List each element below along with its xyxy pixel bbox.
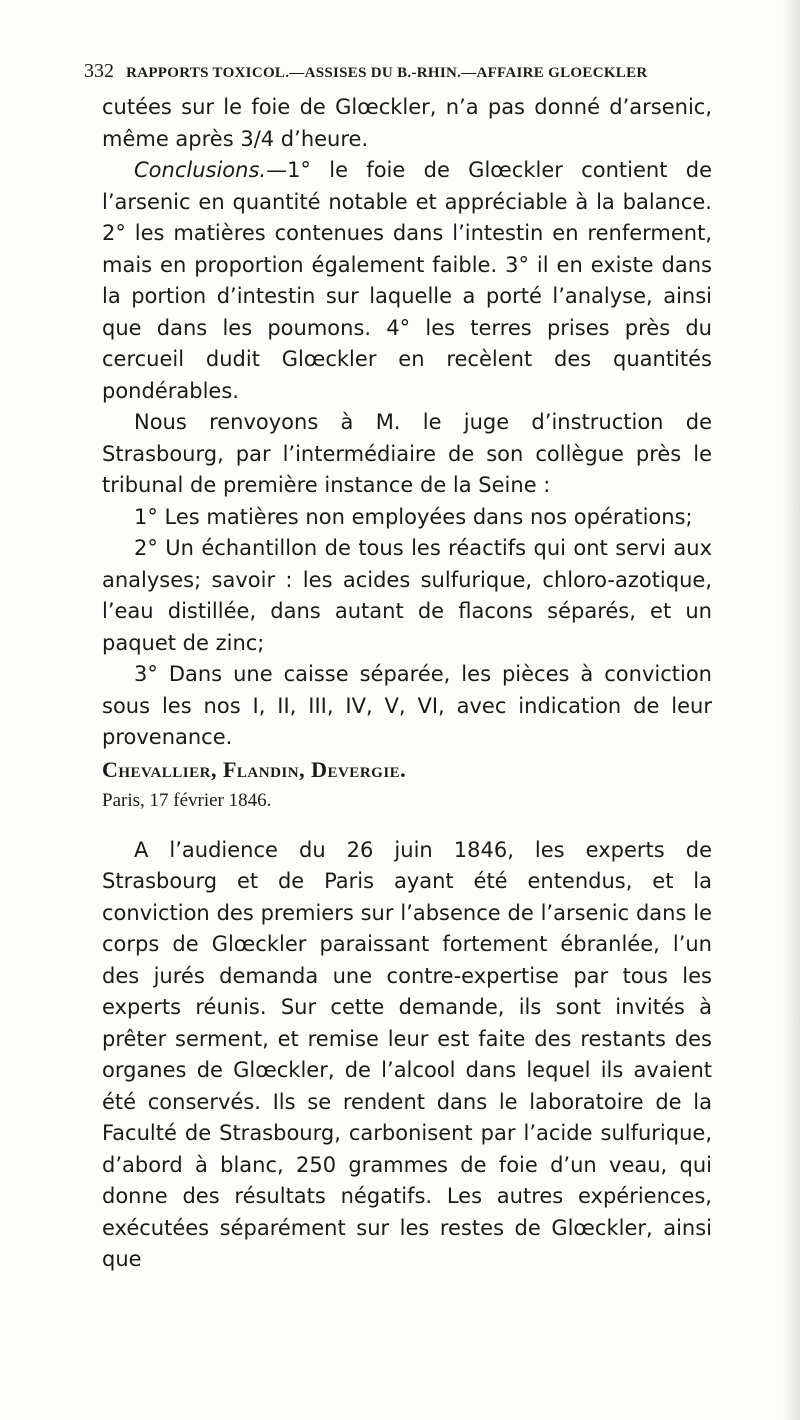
list-item-2: 2° Un échantillon de tous les réactifs qui ont servi aux analyses; savoir : les acides sulfurique, chloro-azotique, l’eau distillée, dans autant de flacons séparés, et un paquet de zinc; (102, 536, 712, 655)
body-text (102, 92, 712, 1276)
paragraph-continuation: cutées sur le foie de Glœckler, n’a pas donné d’arsenic, même après 3/4 d’heure. (102, 95, 712, 151)
list-item-1: 1° Les matières non employées dans nos opérations; (134, 504, 693, 529)
signatures: Chevallier, Flandin, Devergie. (102, 756, 407, 782)
running-header (84, 60, 724, 83)
dateline: Paris, 17 février 1846. (102, 790, 272, 811)
conclusions-text: —1° le foie de Glœckler contient de l’arsenic en quantité notable et appréciable à la balance. 2° les matières contenues dans l’intestin en renferment, mais en proportion également faible. 3° il en existe dans la portion d’intestin sur laquelle a porté l’analyse, ainsi que dans les poumons. 4° les terres prises près du cercueil dudit Glœckler en recèlent des quantités pondérables. (102, 158, 712, 403)
paragraph-renvoi: Nous renvoyons à M. le juge d’instruction de Strasbourg, par l’intermédiaire de son collègue près le tribunal de première instance de la Seine : (102, 410, 712, 497)
section-gap (102, 817, 712, 835)
list-item-3: 3° Dans une caisse séparée, les pièces à conviction sous les nos I, II, III, IV, V, VI, avec indication de leur provenance. (102, 662, 712, 749)
paragraph-conclusions (102, 155, 712, 407)
page-number: 332 (84, 60, 114, 82)
conclusions-label: Conclusions. (134, 158, 267, 182)
page-edge-shadow (782, 0, 800, 1420)
paragraph-audience: A l’audience du 26 juin 1846, les experts de Strasbourg et de Paris ayant été entendus, et la conviction des premiers sur l’absence de l’arsenic dans le corps de Glœckler paraissant fortement ébranlée, l’un des jurés demanda une contre-expertise par tous les experts réunis. Sur cette demande, ils sont invités à prêter serment, et remise leur est faite des restants des organes de Glœckler, de l’alcool dans lequel ils avaient été conservés. Ils se rendent dans le laboratoire de la Faculté de Strasbourg, carbonisent par l’acide sulfurique, d’abord à blanc, 250 grammes de foie d’un veau, qui donne des résultats négatifs. Les autres expériences, exécutées séparément sur les restes de Glœckler, ainsi que (102, 837, 712, 1271)
running-title: RAPPORTS TOXICOL.—ASSISES DU B.-RHIN.—AFFAIRE GLOECKLER (126, 65, 648, 81)
